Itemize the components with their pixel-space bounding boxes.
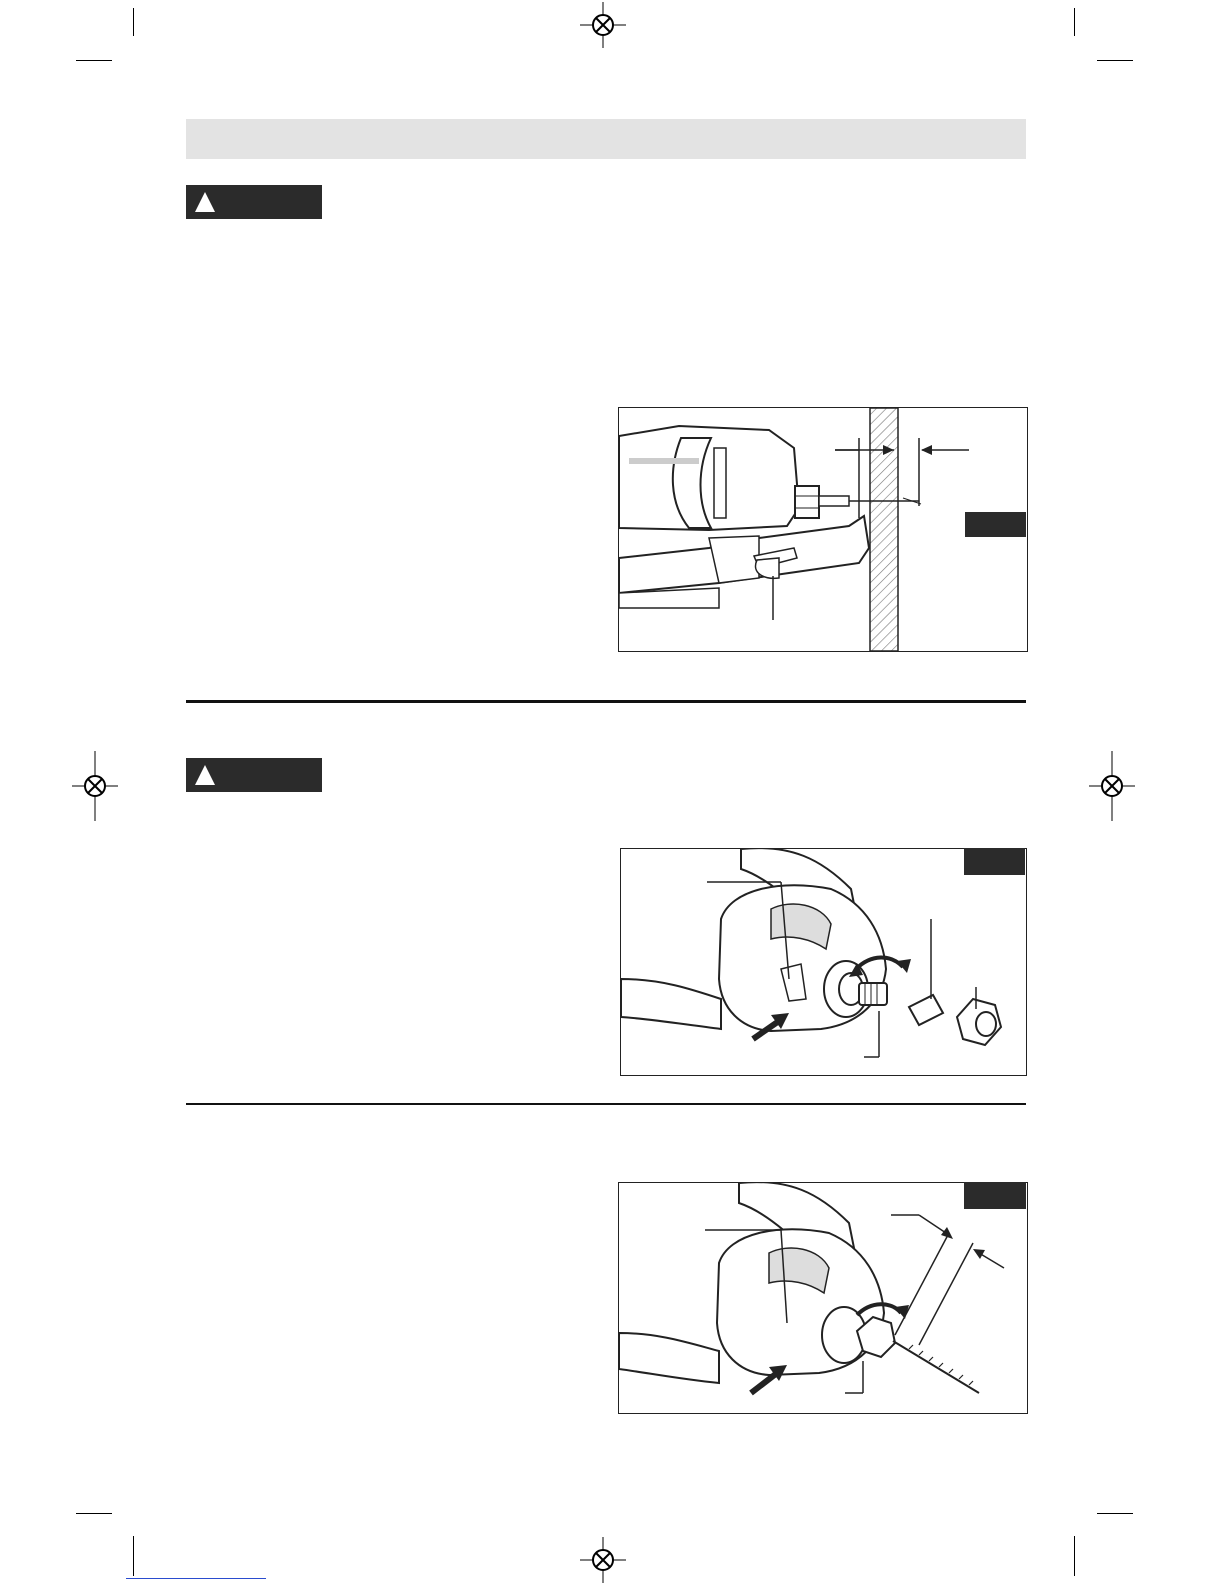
warning-triangle-icon (194, 191, 216, 213)
crop-mark (133, 1536, 134, 1576)
registration-mark-icon (578, 2, 628, 48)
section-header-band (186, 119, 1026, 159)
figure-tag (964, 848, 1025, 875)
figure-tag (964, 1182, 1026, 1209)
figure-tag (965, 512, 1026, 537)
warning-badge (186, 185, 322, 219)
warning-badge (186, 758, 322, 792)
section-divider (186, 700, 1026, 703)
crop-mark (1074, 8, 1075, 36)
crop-mark (1097, 1513, 1133, 1514)
crop-mark (1074, 1536, 1075, 1576)
section-divider (186, 1103, 1026, 1105)
registration-mark-icon (72, 751, 118, 821)
figure-3-bit-insertion (618, 1182, 1028, 1414)
crop-mark (76, 60, 112, 61)
figure-2-collet-change (620, 848, 1027, 1076)
warning-triangle-icon (194, 764, 216, 786)
registration-mark-icon (1089, 751, 1135, 821)
crop-mark (76, 1513, 112, 1514)
crop-mark (1097, 60, 1133, 61)
registration-mark-icon (578, 1537, 628, 1583)
crop-mark (133, 8, 134, 36)
